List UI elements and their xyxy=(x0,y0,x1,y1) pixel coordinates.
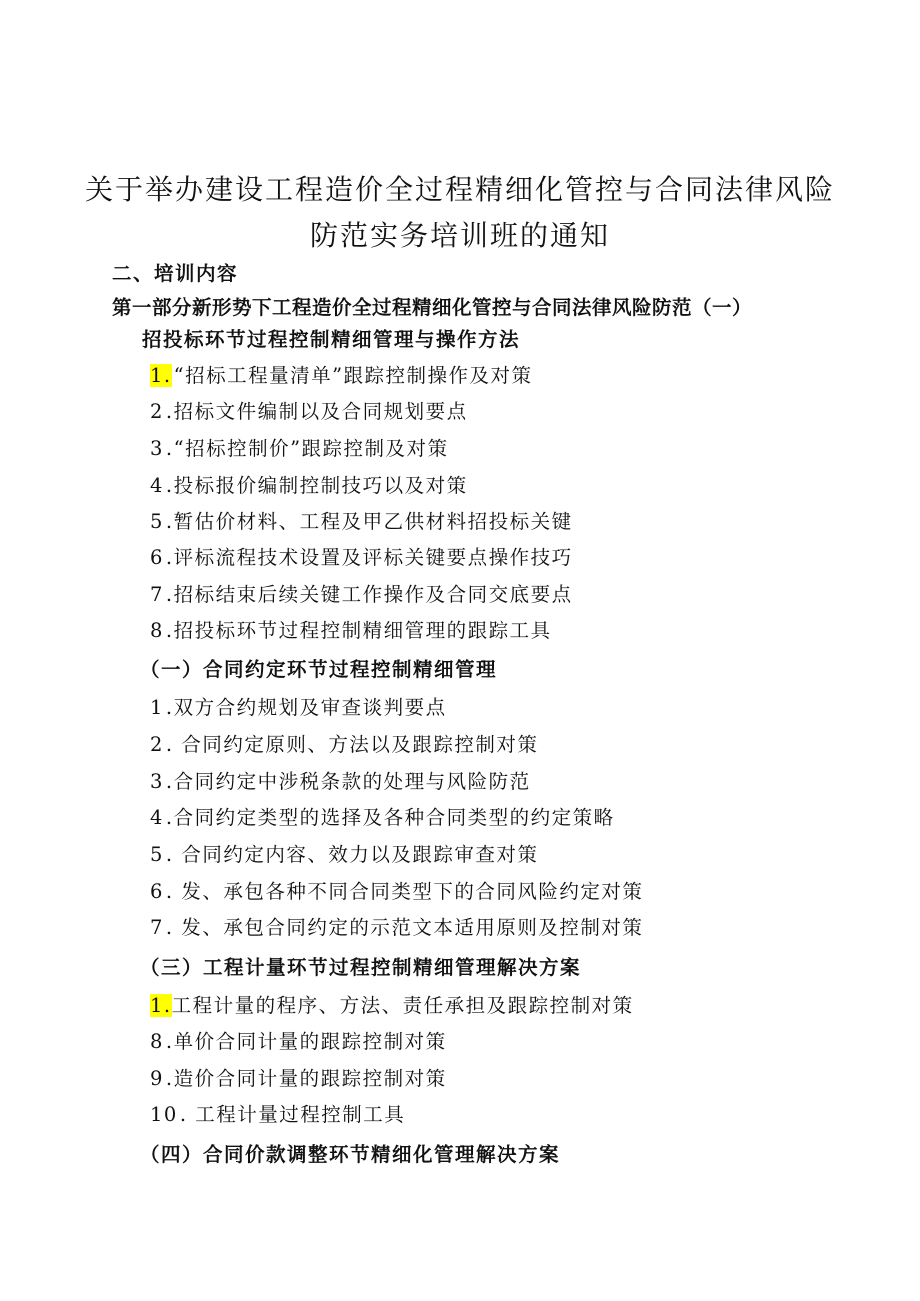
list-item xyxy=(150,990,634,1018)
item-number: 2 xyxy=(150,733,164,756)
item-text: . 发、承包合同约定的示范文本适用原则及控制对策 xyxy=(165,916,644,939)
item-text: .合同约定中涉税条款的处理与风险防范 xyxy=(165,770,531,793)
item-number: 1. xyxy=(150,364,172,387)
list-item xyxy=(150,542,573,570)
list-item xyxy=(150,360,533,388)
measurement-section-heading: （三）工程计量环节过程控制精细管理解决方案 xyxy=(140,956,582,979)
contract-section-heading: （一）合同约定环节过程控制精细管理 xyxy=(140,658,498,681)
item-number: 6 xyxy=(150,546,164,569)
item-text: .造价合同计量的跟踪控制对策 xyxy=(165,1067,447,1090)
item-number: 9 xyxy=(150,1067,164,1090)
item-text: .暂估价材料、工程及甲乙供材料招投标关键 xyxy=(165,510,573,533)
item-text: . 发、承包各种不同合同类型下的合同风险约定对策 xyxy=(165,880,644,903)
item-text: .投标报价编制控制技巧以及对策 xyxy=(165,474,468,497)
item-number: 6 xyxy=(150,880,164,903)
item-number: 4 xyxy=(150,474,164,497)
item-text: .“招标控制价”跟踪控制及对策 xyxy=(165,437,449,460)
item-number: 5 xyxy=(150,510,164,533)
item-text: . 合同约定原则、方法以及跟踪控制对策 xyxy=(165,733,539,756)
item-number: 8 xyxy=(150,619,164,642)
item-text: . 工程计量过程控制工具 xyxy=(179,1103,406,1126)
list-item xyxy=(150,470,468,498)
item-text: 工程计量的程序、方法、责任承担及跟踪控制对策 xyxy=(171,994,634,1017)
item-text: .单价合同计量的跟踪控制对策 xyxy=(165,1030,447,1053)
list-item xyxy=(150,1063,447,1091)
item-text: .招投标环节过程控制精细管理的跟踪工具 xyxy=(165,619,552,642)
item-text: .双方合约规划及审查谈判要点 xyxy=(165,696,447,719)
list-item xyxy=(150,615,552,643)
item-number: 1. xyxy=(150,994,172,1017)
list-item xyxy=(150,433,449,461)
item-number: 5 xyxy=(150,843,164,866)
list-item xyxy=(150,912,643,940)
item-text: “招标工程量清单”跟踪控制操作及对策 xyxy=(173,364,533,387)
list-item xyxy=(150,802,615,830)
document-title-line1: 关于举办建设工程造价全过程精细化管控与合同法律风险 xyxy=(84,173,835,206)
item-number: 4 xyxy=(150,806,164,829)
item-number: 7 xyxy=(150,583,164,606)
list-item xyxy=(150,1099,405,1127)
list-item xyxy=(150,692,447,720)
list-item xyxy=(150,766,531,794)
item-text: .招标文件编制以及合同规划要点 xyxy=(165,400,468,423)
document-title-line2: 防范实务培训班的通知 xyxy=(309,219,610,252)
list-item xyxy=(150,1026,447,1054)
list-item xyxy=(150,396,468,424)
item-number: 8 xyxy=(150,1030,164,1053)
item-text: .招标结束后续关键工作操作及合同交底要点 xyxy=(165,583,573,606)
part1-heading-line2: 招投标环节过程控制精细管理与操作方法 xyxy=(142,328,521,351)
item-number: 10 xyxy=(150,1103,178,1126)
item-number: 2 xyxy=(150,400,164,423)
list-item xyxy=(150,579,573,607)
item-number: 1 xyxy=(150,696,164,719)
item-text: .评标流程技术设置及评标关键要点操作技巧 xyxy=(165,546,573,569)
list-item xyxy=(150,876,643,904)
list-item xyxy=(150,506,573,534)
item-text: . 合同约定内容、效力以及跟踪审查对策 xyxy=(165,843,539,866)
item-number: 3 xyxy=(150,770,164,793)
price-adjust-section-heading: （四）合同价款调整环节精细化管理解决方案 xyxy=(140,1143,561,1166)
item-number: 3 xyxy=(150,437,164,460)
item-number: 7 xyxy=(150,916,164,939)
list-item xyxy=(150,729,538,757)
list-item xyxy=(150,839,538,867)
item-text: .合同约定类型的选择及各种合同类型的约定策略 xyxy=(165,806,615,829)
part1-heading-line1: 第一部分新形势下工程造价全过程精细化管控与合同法律风险防范（一） xyxy=(112,296,753,319)
section-heading-training-content: 二、培训内容 xyxy=(112,262,239,285)
